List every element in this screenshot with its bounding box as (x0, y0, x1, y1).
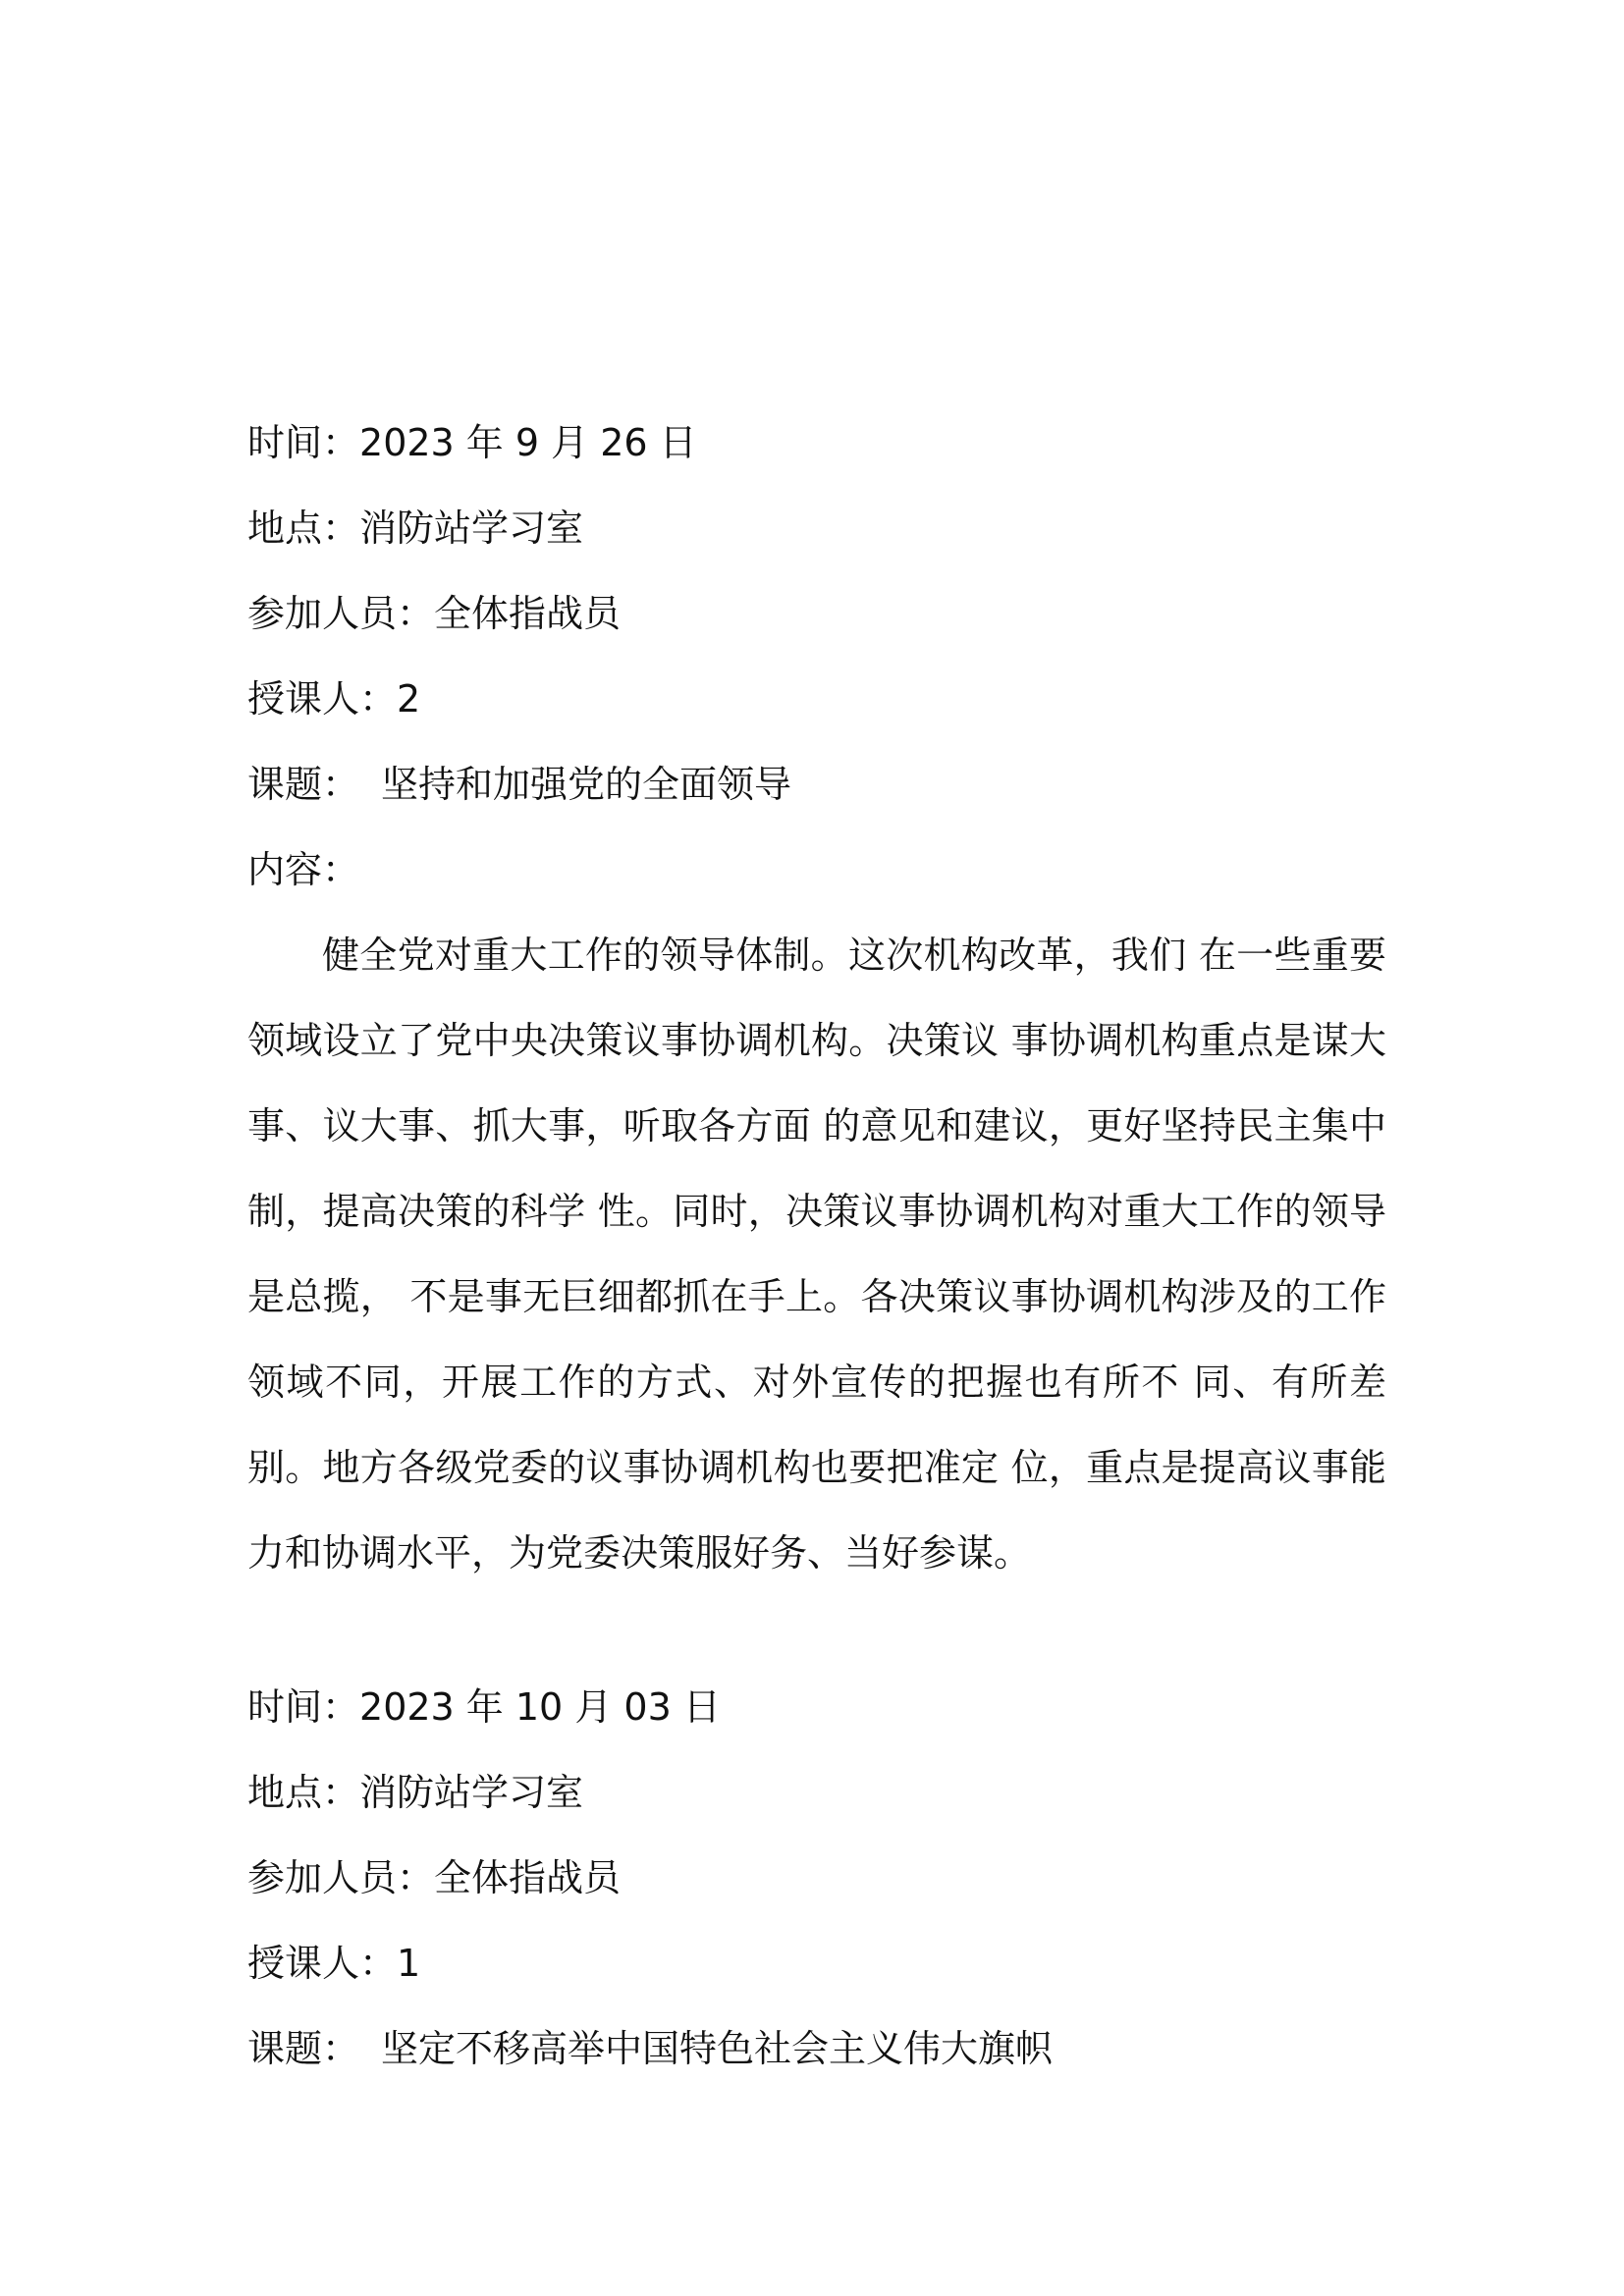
lecturer-value: 2 (397, 677, 421, 721)
place-label: 地点： (247, 1771, 360, 1814)
topic-label: 课题： (247, 763, 360, 806)
lecturer-value: 1 (397, 1942, 421, 1985)
time-value: 2023 年 10 月 03 日 (359, 1685, 721, 1729)
time-label: 时间： (247, 421, 360, 464)
attendees-value: 全体指战员 (434, 1856, 622, 1899)
attendees-value: 全体指战员 (434, 592, 622, 635)
time-label: 时间： (247, 1685, 360, 1729)
lecturer-label: 授课人： (247, 1942, 398, 1985)
topic-row (247, 742, 1386, 828)
lecturer-row (247, 657, 1386, 742)
topic-value: 坚定不移高举中国特色社会主义伟大旗帜 (381, 2027, 1054, 2070)
attendees-row (247, 1836, 1386, 1921)
content-label: 内容： (247, 848, 360, 891)
topic-label: 课题： (247, 2027, 360, 2070)
study-record-2 (247, 1665, 1386, 2092)
topic-value: 坚持和加强党的全面领导 (381, 763, 792, 806)
time-value: 2023 年 9 月 26 日 (359, 421, 697, 464)
place-value: 消防站学习室 (359, 507, 584, 550)
content-paragraph: 健全党对重大工作的领导体制。这次机构改革，我们 在一些重要领域设立了党中央决策议事协调机构。决策议 事协调机构重点是谋大事、议大事、抓大事，听取各方面 的意见和建议，更好坚持民主集中制，提高决策的科学 性。同时，决策议事协调机构对重大工作的领导是总揽， 不是事无巨细都抓在手上。各决策议事协调机构涉及的工作领域不同，开展工作的方式、对外宣传的把握也有所不 同、有所差别。地方各级党委的议事协调机构也要把准定 位，重点是提高议事能力和协调水平，为党委决策服好务、当好参谋。 (247, 934, 1386, 1575)
content-row (247, 828, 1386, 913)
attendees-label: 参加人员： (247, 592, 435, 635)
place-value: 消防站学习室 (359, 1771, 584, 1814)
attendees-label: 参加人员： (247, 1856, 435, 1899)
lecturer-label: 授课人： (247, 677, 398, 721)
time-row (247, 400, 1386, 486)
study-record-1 (247, 400, 1386, 1596)
document-page (247, 400, 1386, 2092)
time-row (247, 1665, 1386, 1750)
place-row (247, 486, 1386, 571)
lecturer-row (247, 1921, 1386, 2006)
section-spacer (247, 1596, 1386, 1665)
place-row (247, 1750, 1386, 1836)
place-label: 地点： (247, 507, 360, 550)
attendees-row (247, 571, 1386, 657)
topic-row (247, 2006, 1386, 2092)
